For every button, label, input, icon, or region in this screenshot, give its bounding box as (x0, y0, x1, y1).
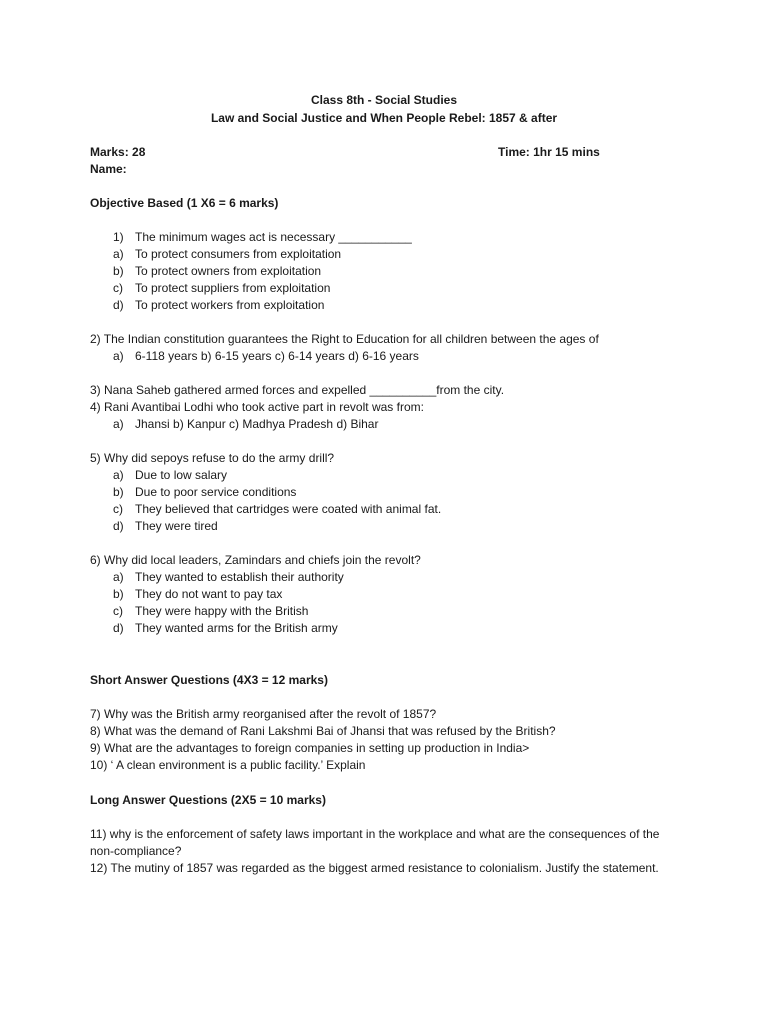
class-title: Class 8th - Social Studies (310, 93, 458, 107)
long-question: 12) The mutiny of 1857 was regarded as the biggest armed resistance to colonialism. Justify the statement. (90, 861, 659, 875)
q1-option-letter: c) (113, 281, 123, 295)
q1-option-letter: a) (113, 247, 124, 261)
q1-option-text: To protect suppliers from exploitation (135, 281, 331, 295)
q2-options-text: 6-118 years b) 6-15 years c) 6-14 years d) 6-16 years (135, 349, 419, 363)
subject-title: Law and Social Justice and When People Rebel: 1857 & after (210, 111, 558, 125)
q4-options-text: Jhansi b) Kanpur c) Madhya Pradesh d) Bihar (135, 417, 379, 431)
q1-option-letter: d) (113, 298, 124, 312)
q2-text: 2) The Indian constitution guarantees the Right to Education for all children between the ages of (90, 332, 599, 346)
q1-option-text: To protect owners from exploitation (135, 264, 322, 278)
q4-option-letter: a) (113, 417, 124, 431)
q1-option-text: To protect workers from exploitation (135, 298, 325, 312)
q2-option-letter: a) (113, 349, 124, 363)
q5-text: 5) Why did sepoys refuse to do the army drill? (90, 451, 335, 465)
q1-option-text: To protect consumers from exploitation (135, 247, 342, 261)
q5-option-letter: d) (113, 519, 124, 533)
q5-option-letter: b) (113, 485, 124, 499)
q6-option-text: They do not want to pay tax (135, 587, 283, 601)
q1-option-letter: b) (113, 264, 124, 278)
q5-option-text: Due to low salary (135, 468, 228, 482)
q1-text: The minimum wages act is necessary ___________ (135, 230, 412, 244)
short-question: 9) What are the advantages to foreign companies in setting up production in India> (90, 741, 530, 755)
short-question: 10) ‘ A clean environment is a public facility.’ Explain (90, 758, 366, 772)
q5-option-letter: c) (113, 502, 123, 516)
q5-option-text: They were tired (135, 519, 218, 533)
q6-option-letter: c) (113, 604, 123, 618)
marks-label: Marks: 28 (90, 145, 146, 159)
short-answer-heading: Short Answer Questions (4X3 = 12 marks) (90, 673, 328, 687)
q5-option-letter: a) (113, 468, 124, 482)
q6-option-letter: d) (113, 621, 124, 635)
q6-option-text: They wanted to establish their authority (135, 570, 344, 584)
q3-text: 3) Nana Saheb gathered armed forces and expelled __________from the city. (90, 383, 505, 397)
short-question: 8) What was the demand of Rani Lakshmi Bai of Jhansi that was refused by the British? (90, 724, 556, 738)
q4-text: 4) Rani Avantibai Lodhi who took active part in revolt was from: (90, 400, 424, 414)
time-label: Time: 1hr 15 mins (498, 145, 600, 159)
q6-option-letter: a) (113, 570, 124, 584)
name-label: Name: (90, 162, 127, 176)
q5-option-text: Due to poor service conditions (135, 485, 297, 499)
q6-option-text: They were happy with the British (135, 604, 309, 618)
objective-heading: Objective Based (1 X6 = 6 marks) (90, 196, 279, 210)
q5-option-text: They believed that cartridges were coated with animal fat. (135, 502, 442, 516)
long-question: 11) why is the enforcement of safety laws important in the workplace and what are the consequences of the non-compliance? (90, 827, 660, 858)
short-question: 7) Why was the British army reorganised after the revolt of 1857? (90, 707, 437, 721)
q6-option-text: They wanted arms for the British army (135, 621, 338, 635)
q6-option-letter: b) (113, 587, 124, 601)
q1-number: 1) (113, 230, 124, 244)
q6-text: 6) Why did local leaders, Zamindars and chiefs join the revolt? (90, 553, 421, 567)
long-answer-heading: Long Answer Questions (2X5 = 10 marks) (90, 793, 326, 807)
